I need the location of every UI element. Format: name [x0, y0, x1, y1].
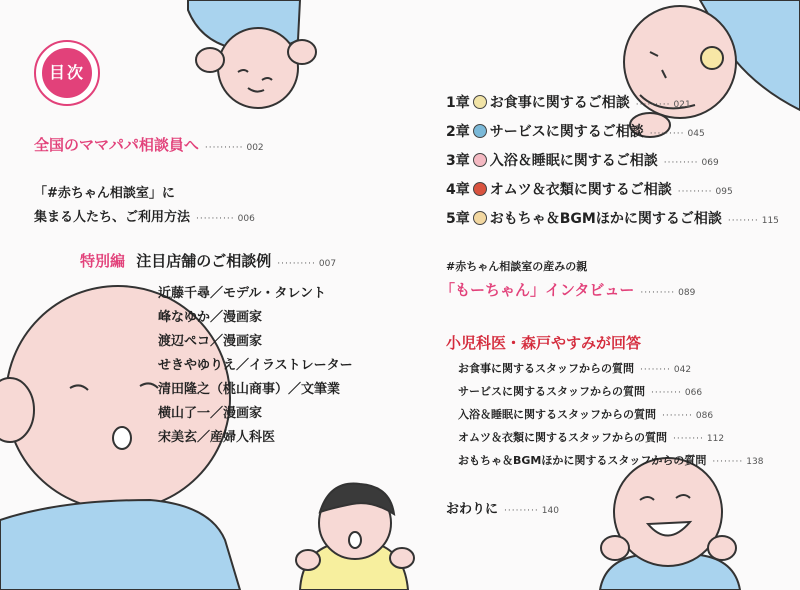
rice-ball-icon	[473, 95, 487, 109]
chapter-page: 021	[673, 100, 691, 110]
contributor-item: 横山了一／漫画家	[158, 406, 263, 421]
leader-dots: ··········	[277, 259, 316, 269]
toc-badge-label: 目次	[48, 63, 85, 82]
contributor-item: 宋美玄／産婦人科医	[158, 430, 276, 445]
ending-page: 140	[541, 506, 559, 516]
top-baby-illustration	[188, 0, 316, 108]
chapter-2-entry[interactable]	[446, 121, 705, 141]
leader-dots: ·········	[677, 187, 713, 197]
chapter-5-entry[interactable]	[446, 208, 779, 228]
leader-dots: ··········	[196, 214, 235, 224]
chapter-num: 3章	[446, 153, 470, 169]
founder-caption: #赤ちゃん相談室の産みの親	[446, 260, 588, 273]
contributor-item: せきやゆりえ／イラストレーター	[158, 358, 353, 373]
chapter-title: オムツ＆衣類に関するご相談	[489, 182, 672, 198]
leader-dots: ········	[727, 216, 759, 226]
special-prefix: 特別編	[80, 252, 126, 270]
doctor-item-page: 042	[673, 365, 692, 375]
doctor-item-label: お食事に関するスタッフからの質問	[458, 362, 634, 375]
bathtub-icon	[473, 153, 487, 167]
usage-line1: 「#赤ちゃん相談室」に	[34, 186, 175, 201]
chapter-4-entry[interactable]	[446, 179, 733, 199]
contributor-item: 峰なゆか／漫画家	[158, 310, 263, 325]
usage-entry[interactable]	[34, 206, 255, 225]
cup-icon	[473, 124, 487, 138]
rattle-icon	[473, 211, 487, 225]
contributor-item: 渡辺ペコ／漫画家	[158, 334, 263, 349]
doctor-item-page: 086	[695, 411, 714, 421]
doctor-item-1[interactable]	[458, 360, 691, 376]
top-right-baby-illustration	[624, 0, 800, 137]
ending-title: おわりに	[446, 502, 499, 517]
special-page: 007	[318, 259, 337, 269]
doctor-item-label: オムツ＆衣類に関するスタッフからの質問	[458, 431, 667, 444]
doctor-item-label: 入浴＆睡眠に関するスタッフからの質問	[458, 408, 656, 421]
contributor-item: 近藤千尋／モデル・タレント	[158, 286, 327, 301]
doctor-item-label: おもちゃ＆BGMほかに関するスタッフからの質問	[458, 454, 707, 467]
founder-entry[interactable]	[440, 279, 695, 300]
usage-title: 集まる人たち、ご利用方法	[34, 210, 191, 225]
intro-entry[interactable]	[34, 134, 264, 155]
special-title: 注目店舗のご相談例	[136, 252, 272, 270]
chapter-title: 入浴＆睡眠に関するご相談	[489, 153, 658, 169]
leader-dots: ··········	[204, 143, 244, 153]
doctor-item-2[interactable]	[458, 383, 702, 399]
chapter-3-entry[interactable]	[446, 150, 719, 170]
leader-dots: ·········	[640, 288, 676, 298]
chapter-num: 2章	[446, 124, 470, 140]
doctor-section-title: 小児科医・森戸やすみが回答	[446, 334, 642, 352]
usage-page: 006	[237, 214, 255, 224]
leader-dots: ········	[651, 388, 682, 398]
leader-dots: ·········	[663, 158, 699, 168]
doctor-item-4[interactable]	[458, 429, 724, 445]
chapter-title: サービスに関するご相談	[489, 124, 644, 140]
leader-dots: ·········	[649, 129, 685, 139]
chapter-num: 1章	[446, 95, 470, 111]
doctor-item-page: 138	[746, 457, 764, 467]
chapter-num: 4章	[446, 182, 470, 198]
bottom-right-baby-illustration	[600, 458, 740, 590]
contributor-item: 清田隆之（桃山商事）／文筆業	[158, 382, 341, 397]
chapter-page: 045	[687, 129, 705, 139]
leader-dots: ········	[662, 411, 693, 421]
chapter-title: おもちゃ＆BGMほかに関するご相談	[489, 211, 722, 227]
founder-page: 089	[678, 288, 696, 298]
bottom-child-illustration	[296, 484, 414, 590]
chapter-page: 115	[761, 216, 779, 226]
doctor-item-page: 112	[706, 434, 725, 444]
special-entry[interactable]	[80, 250, 336, 271]
diaper-icon	[473, 182, 487, 196]
leader-dots: ········	[673, 434, 704, 444]
intro-title: 全国のママパパ相談員へ	[34, 136, 199, 154]
leader-dots: ········	[640, 365, 671, 375]
leader-dots: ·········	[635, 100, 671, 110]
chapter-page: 095	[715, 187, 733, 197]
chapter-num: 5章	[446, 211, 470, 227]
chapter-page: 069	[701, 158, 719, 168]
chapter-title: お食事に関するご相談	[489, 95, 630, 111]
leader-dots: ········	[712, 457, 744, 467]
chapter-1-entry[interactable]	[446, 92, 691, 112]
leader-dots: ·········	[504, 506, 539, 516]
doctor-item-page: 066	[684, 388, 703, 398]
ending-entry[interactable]	[446, 498, 559, 517]
founder-title: 「もーちゃん」インタビュー	[440, 281, 635, 299]
doctor-item-label: サービスに関するスタッフからの質問	[458, 385, 645, 398]
intro-page: 002	[246, 143, 264, 153]
doctor-item-5[interactable]	[458, 452, 763, 468]
doctor-item-3[interactable]	[458, 406, 713, 422]
